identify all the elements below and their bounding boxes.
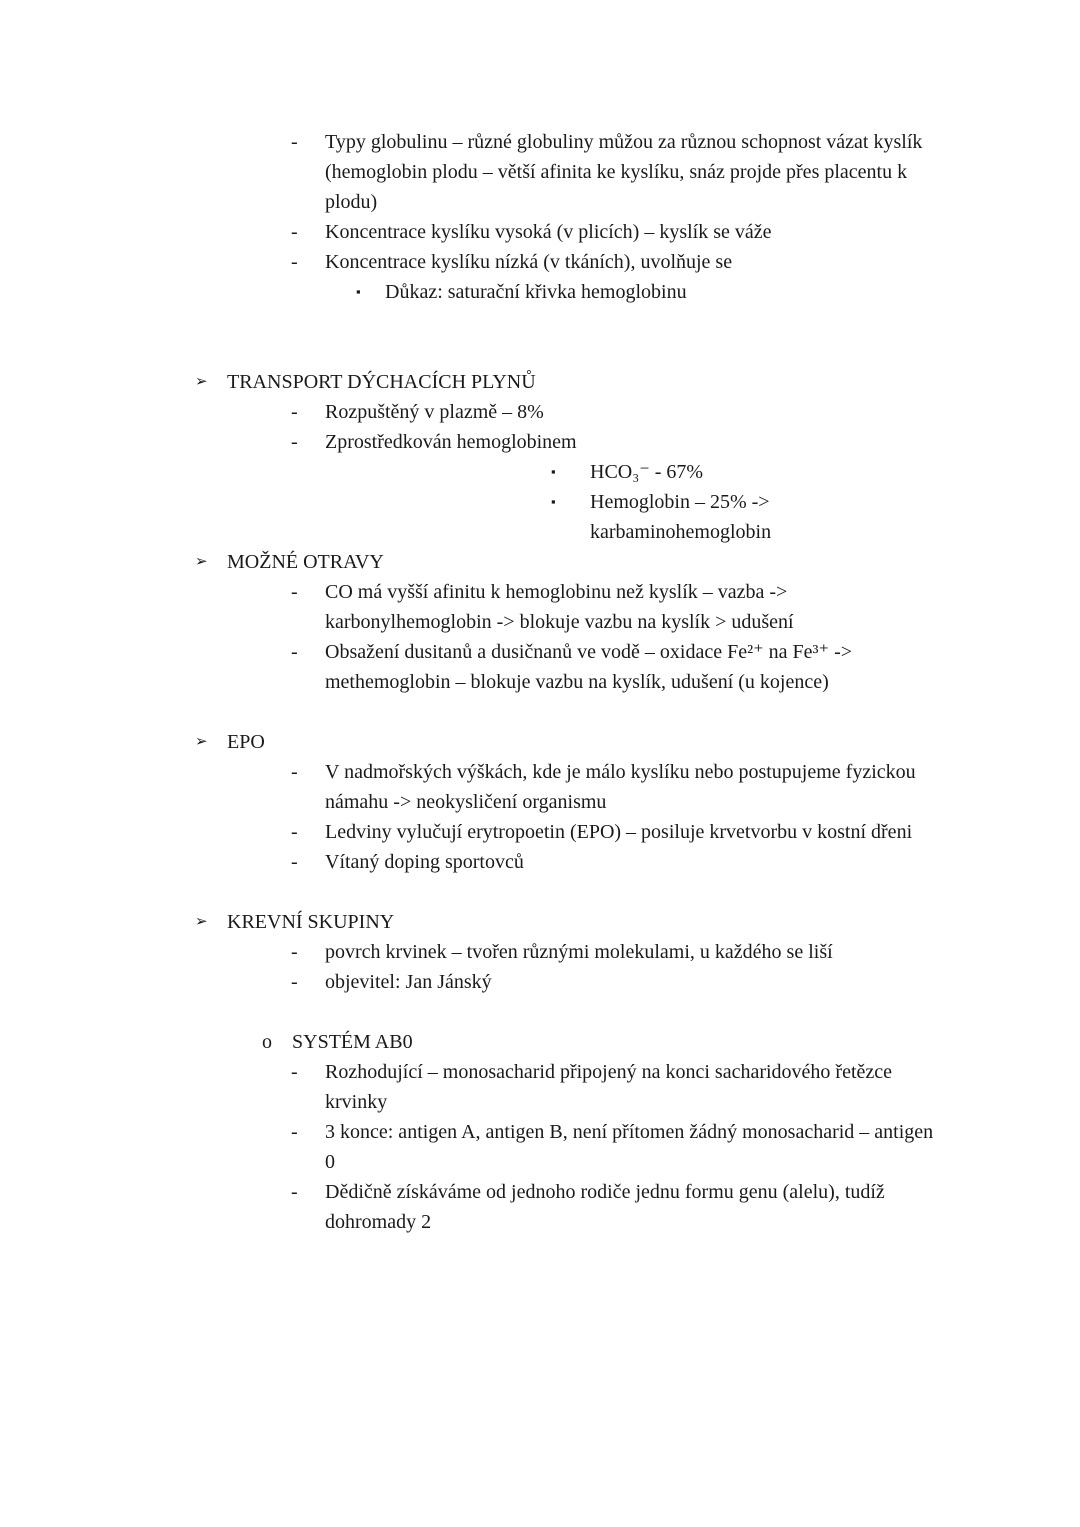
list-item-text: SYSTÉM AB0 [292,1031,413,1053]
dash-bullet-icon: - [291,1121,298,1143]
list-item [0,817,940,847]
list-item-text: 3 konce: antigen A, antigen B, není přítomen žádný monosacharid – antigen 0 [325,1121,934,1173]
list-item-text: Vítaný doping sportovců [325,851,524,873]
dash-bullet-icon: - [291,851,298,873]
list-item [0,247,940,277]
list-item-text: TRANSPORT DÝCHACÍCH PLYNŮ [227,371,536,393]
dash-bullet-icon: - [291,581,298,603]
list-item-text: V nadmořských výškách, kde je málo kyslíku nebo postupujeme fyzickou námahu -> neokysličení organismu [325,761,916,813]
list-item [0,577,940,637]
list-item-text: Obsažení dusitanů a dusičnanů ve vodě – oxidace Fe²⁺ na Fe³⁺ -> methemoglobin – blokuje vazbu na kyslík, udušení (u kojence) [325,641,853,693]
list-item [0,127,940,217]
list-item-text: Dědičně získáváme od jednoho rodiče jednu formu genu (alelu), tudíž dohromady 2 [325,1181,885,1233]
list-item [0,487,780,547]
dash-bullet-icon: - [291,641,298,663]
circle-bullet-icon: o [262,1031,272,1053]
arrow-bullet-icon: ➢ [195,914,208,930]
list-item [0,937,940,967]
list-item-text: KREVNÍ SKUPINY [227,911,395,933]
list-item-text: HCO₃⁻ - 67% [590,461,704,483]
list-item-text: Rozpuštěný v plazmě – 8% [325,401,544,423]
list-item-text: Typy globulinu – různé globuliny můžou za různou schopnost vázat kyslík (hemoglobin plodu – větší afinita ke kyslíku, snáz projde přes placentu k plodu) [325,131,923,213]
list-item [0,1057,940,1117]
list-item [0,757,940,817]
list-item-text: Důkaz: saturační křivka hemoglobinu [385,281,687,303]
list-item [0,847,940,877]
list-item [0,217,940,247]
dash-bullet-icon: - [291,401,298,423]
list-item-text: MOŽNÉ OTRAVY [227,551,384,573]
list-item-text: povrch krvinek – tvořen různými molekulami, u každého se liší [325,941,833,963]
list-item [0,727,940,757]
square-deep-bullet-icon: ▪ [551,464,556,479]
dash-bullet-icon: - [291,221,298,243]
dash-bullet-icon: - [291,1061,298,1083]
arrow-bullet-icon: ➢ [195,734,208,750]
dash-bullet-icon: - [291,971,298,993]
dash-bullet-icon: - [291,1181,298,1203]
list-item [0,397,940,427]
dash-bullet-icon: - [291,431,298,453]
list-item [0,1027,940,1057]
list-item-text: Rozhodující – monosacharid připojený na konci sacharidového řetězce krvinky [325,1061,893,1113]
list-item [0,427,940,457]
list-item [0,967,940,997]
dash-bullet-icon: - [291,131,298,153]
list-item [0,1117,940,1177]
list-item-text: CO má vyšší afinitu k hemoglobinu než kyslík – vazba -> karbonylhemoglobin -> blokuje vazbu na kyslík > udušení [325,581,794,633]
list-item-text: Hemoglobin – 25% -> karbaminohemoglobin [590,491,772,543]
arrow-bullet-icon: ➢ [195,374,208,390]
list-item-text: Zprostředkován hemoglobinem [325,431,577,453]
list-item [0,457,780,487]
list-item-text: Koncentrace kyslíku nízká (v tkáních), uvolňuje se [325,251,733,273]
square-deep-bullet-icon: ▪ [551,494,556,509]
list-item [0,1177,940,1237]
arrow-bullet-icon: ➢ [195,554,208,570]
dash-bullet-icon: - [291,251,298,273]
list-item-text: objevitel: Jan Jánský [325,971,492,993]
dash-bullet-icon: - [291,761,298,783]
list-item [0,907,940,937]
list-item-text: EPO [227,731,265,753]
list-item [0,367,940,397]
list-item [0,547,940,577]
square-bullet-icon: ▪ [356,284,361,299]
list-item [0,637,940,697]
list-item-text: Ledviny vylučují erytropoetin (EPO) – posiluje krvetvorbu v kostní dřeni [325,821,913,843]
dash-bullet-icon: - [291,941,298,963]
list-item-text: Koncentrace kyslíku vysoká (v plicích) – kyslík se váže [325,221,772,243]
list-item [0,277,940,307]
dash-bullet-icon: - [291,821,298,843]
